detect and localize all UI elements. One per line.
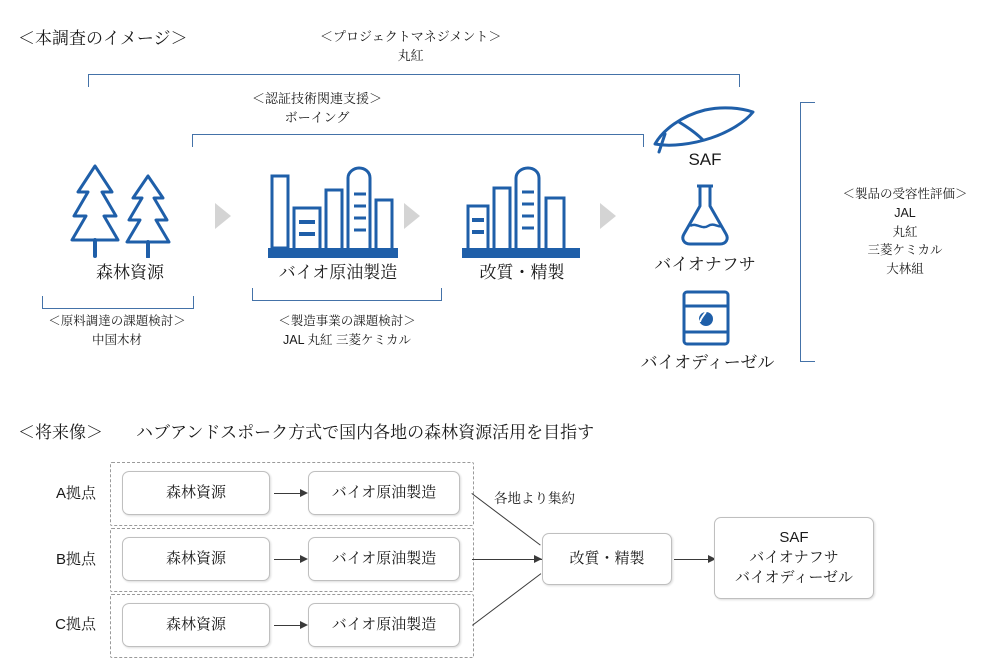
manufacturing-note-brace (252, 288, 442, 301)
site-a-arrow-line (274, 493, 302, 494)
outputs-line-biodiesel: バイオディーゼル (734, 569, 854, 587)
site-b-arrow-head (300, 555, 308, 563)
node-bio-crude-production (258, 160, 418, 260)
acceptance-evaluation (820, 185, 990, 279)
converge-line-c (472, 573, 541, 626)
outputs-box (714, 517, 874, 599)
site-c-arrow-head (300, 621, 308, 629)
certification-support-company: ボーイング (284, 109, 350, 125)
airplane-icon (645, 100, 765, 156)
site-a-process-box: バイオ原油製造 (308, 471, 460, 515)
project-management-label (320, 28, 501, 66)
node-upgrading-refining-label: 改質・精製 (479, 263, 565, 282)
node-upgrading-refining (452, 160, 592, 260)
node-forest-resource-label: 森林資源 (96, 263, 164, 282)
flow-arrow-3 (600, 203, 616, 229)
site-a-arrow-head (300, 489, 308, 497)
product-saf (645, 100, 765, 156)
product-saf-label: SAF (688, 150, 722, 169)
trees-icon (60, 158, 200, 258)
site-label-b: B拠点 (55, 551, 96, 568)
product-bionaphtha-label: バイオナフサ (654, 255, 756, 274)
refinery-icon (452, 160, 592, 260)
manufacturing-note (232, 312, 462, 350)
certification-support-label (252, 90, 382, 128)
feedstock-note-brace (42, 296, 194, 309)
page-subtitle-bottom: ハブアンドスポーク方式で国内各地の森林資源活用を目指す (136, 423, 595, 442)
feedstock-note (22, 312, 212, 350)
node-bio-crude-production-label: バイオ原油製造 (278, 263, 398, 282)
feedstock-note-company: 中国木材 (91, 332, 142, 347)
outputs-line-bionaphtha: バイオナフサ (749, 548, 839, 566)
acceptance-company-obayashi: 大林組 (886, 262, 924, 276)
oil-drum-icon (678, 288, 734, 348)
site-b-process-box: バイオ原油製造 (308, 537, 460, 581)
certification-support-header: ＜認証技術関連支援＞ (252, 91, 383, 106)
manufacturing-note-company: JAL 丸紅 三菱ケミカル (282, 332, 412, 347)
project-management-header: ＜プロジェクトマネジメント＞ (320, 29, 502, 44)
flask-icon (672, 182, 738, 248)
site-label-c: C拠点 (55, 616, 96, 633)
node-forest-resource (60, 158, 200, 258)
flow-arrow-2 (404, 203, 420, 229)
site-b-source-box: 森林資源 (122, 537, 270, 581)
converge-arrow-head (534, 555, 542, 563)
product-biodiesel (678, 288, 734, 348)
page-title-bottom: ＜将来像＞ (18, 423, 103, 442)
product-bionaphtha (672, 182, 738, 248)
manufacturing-note-header: ＜製造事業の課題検討＞ (278, 314, 416, 328)
outputs-line-saf: SAF (779, 528, 809, 546)
hub-output-arrow-line (674, 559, 710, 560)
site-c-arrow-line (274, 625, 302, 626)
site-label-a: A拠点 (55, 485, 96, 502)
site-a-source-box: 森林資源 (122, 471, 270, 515)
acceptance-brace (800, 102, 815, 362)
acceptance-company-mitsubishi-chemical: 三菱ケミカル (867, 243, 943, 258)
site-c-process-box: バイオ原油製造 (308, 603, 460, 647)
page-title-top: ＜本調査のイメージ＞ (18, 29, 188, 48)
certification-support-brace (192, 134, 644, 147)
converge-label: 各地より集約 (494, 491, 575, 506)
feedstock-note-header: ＜原料調達の課題検討＞ (48, 314, 186, 328)
project-management-company: 丸紅 (397, 47, 424, 63)
hub-box: 改質・精製 (542, 533, 672, 585)
acceptance-company-jal: JAL (894, 205, 916, 220)
project-management-brace (88, 74, 740, 87)
site-b-arrow-line (274, 559, 302, 560)
site-c-source-box: 森林資源 (122, 603, 270, 647)
acceptance-header: ＜製品の受容性評価＞ (842, 187, 968, 201)
acceptance-company-marubeni: 丸紅 (892, 224, 918, 239)
product-biodiesel-label: バイオディーゼル (640, 353, 775, 372)
flow-arrow-1 (215, 203, 231, 229)
factory-icon (258, 160, 418, 260)
